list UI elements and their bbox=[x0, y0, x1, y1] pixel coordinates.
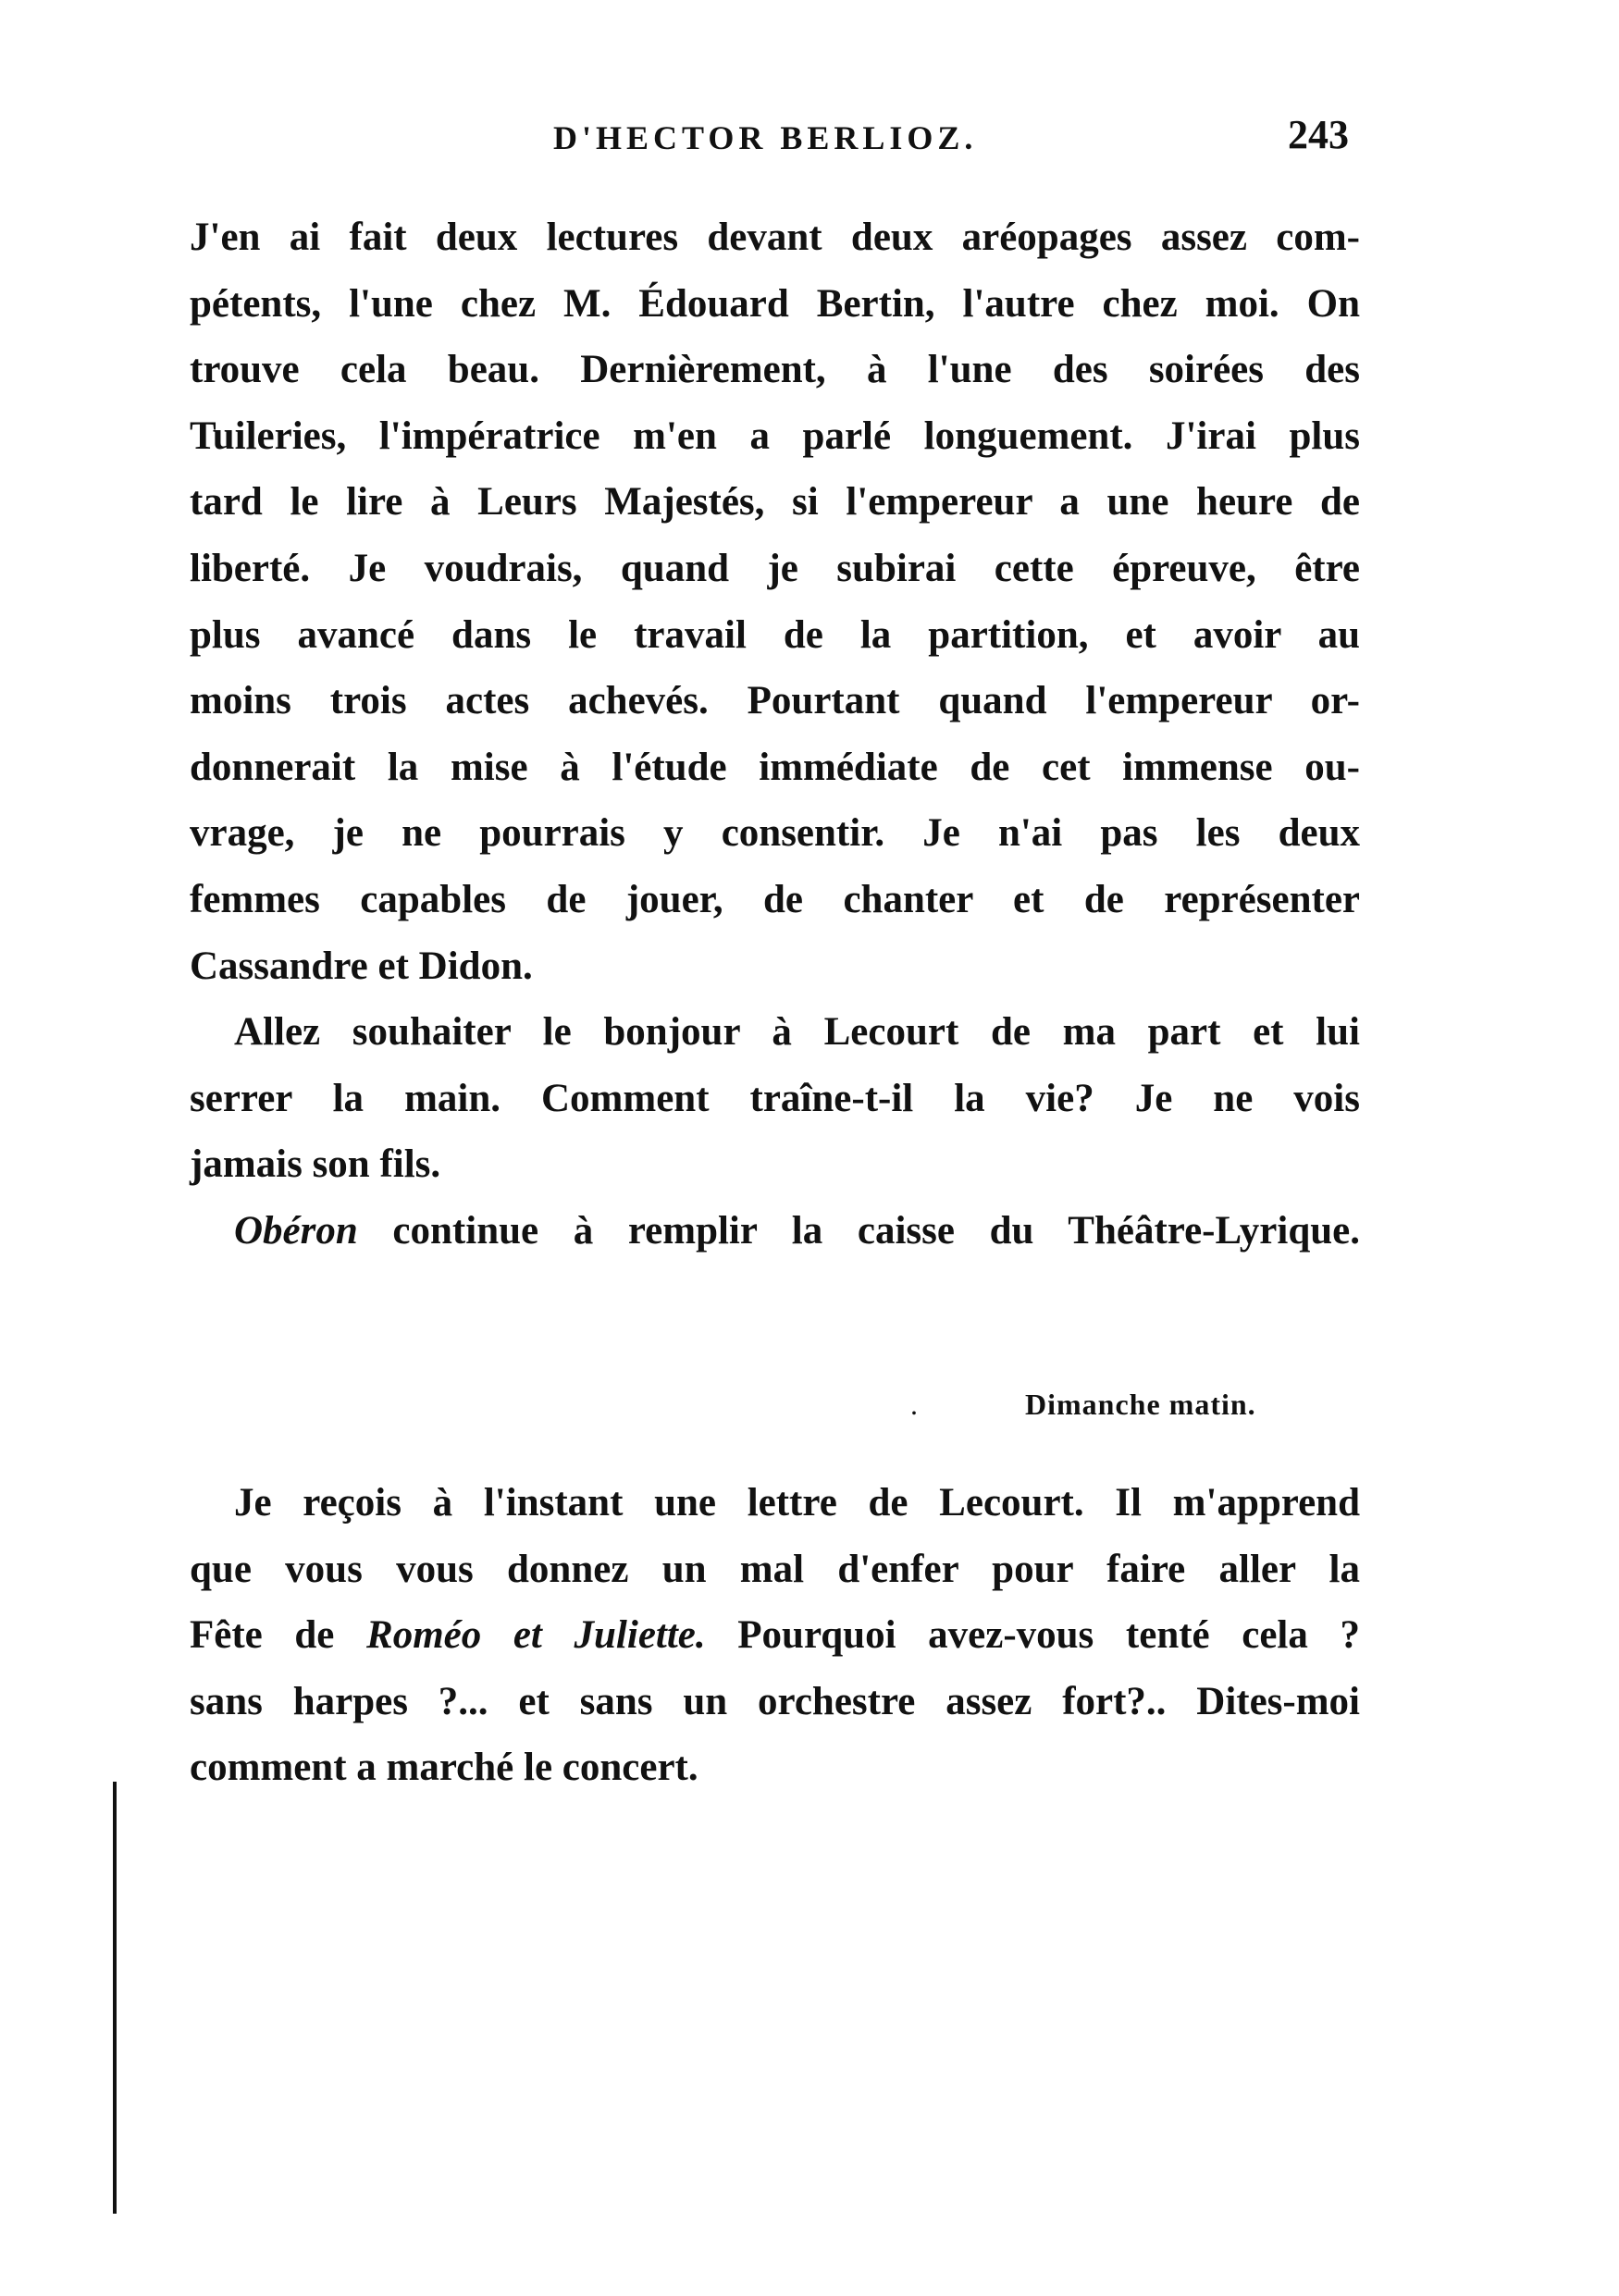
text-segment: comment a marché le concert. bbox=[190, 1746, 698, 1790]
text-line bbox=[190, 204, 1360, 271]
text-line bbox=[190, 1198, 1360, 1265]
text-block-letter bbox=[190, 204, 1360, 1265]
text-segment: pétents, l'une chez M. Édouard Bertin, l'autre chez moi. On bbox=[190, 281, 1360, 326]
text-segment: sans harpes ?... et sans un orchestre assez fort?.. Dites-moi bbox=[190, 1679, 1360, 1723]
text-segment: femmes capables de jouer, de chanter et de représenter bbox=[190, 877, 1360, 921]
text-line bbox=[190, 536, 1360, 602]
margin-rule bbox=[113, 1782, 117, 2214]
text-segment: Fête de bbox=[190, 1613, 367, 1658]
text-line bbox=[190, 1602, 1360, 1669]
text-line bbox=[190, 1734, 1360, 1801]
text-line bbox=[190, 999, 1360, 1066]
dateline: Dimanche matin. bbox=[1025, 1388, 1256, 1421]
text-segment: liberté. Je voudrais, quand je subirai cette épreuve, être bbox=[190, 546, 1360, 590]
text-segment: que vous vous donnez un mal d'enfer pour faire aller la bbox=[190, 1547, 1360, 1591]
text-segment: donnerait la mise à l'étude immédiate de cet immense ou- bbox=[190, 745, 1360, 789]
text-segment: jamais son fils. bbox=[190, 1142, 441, 1187]
text-line bbox=[190, 403, 1360, 470]
text-segment: J'en ai fait deux lectures devant deux aréopages assez com- bbox=[190, 216, 1360, 259]
text-segment: Cassandre et Didon. bbox=[190, 944, 533, 988]
text-segment: continue à remplir la caisse du Théâtre-Lyrique. bbox=[357, 1208, 1360, 1253]
italic-title: Roméo et Juliette. bbox=[366, 1613, 706, 1658]
text-line bbox=[190, 1066, 1360, 1132]
text-segment: plus avancé dans le travail de la partition, et avoir au bbox=[190, 612, 1360, 657]
italic-title: Obéron bbox=[234, 1208, 358, 1253]
text-line bbox=[190, 668, 1360, 734]
text-line bbox=[190, 1537, 1360, 1603]
running-header: D'HECTOR BERLIOZ. bbox=[553, 119, 978, 156]
stray-dot: . bbox=[910, 1388, 918, 1421]
text-segment: Pourquoi avez-vous tenté cela ? bbox=[705, 1613, 1361, 1658]
text-segment: Allez souhaiter le bonjour à Lecourt de ma part et lui bbox=[234, 1010, 1360, 1055]
text-segment: vrage, je ne pourrais y consentir. Je n'ai pas les deux bbox=[190, 811, 1360, 856]
text-line bbox=[190, 1470, 1360, 1537]
text-line bbox=[190, 933, 1360, 1000]
page-number: 243 bbox=[1288, 112, 1349, 157]
text-segment: Je reçois à l'instant une lettre de Lecourt. Il m'apprend bbox=[234, 1481, 1360, 1524]
text-line bbox=[190, 469, 1360, 536]
text-line bbox=[190, 1669, 1360, 1735]
text-segment: serrer la main. Comment traîne-t-il la vie? Je ne vois bbox=[190, 1076, 1360, 1120]
text-line bbox=[190, 602, 1360, 669]
text-block-postscript bbox=[190, 1470, 1360, 1801]
text-segment: trouve cela beau. Dernièrement, à l'une des soirées des bbox=[190, 348, 1360, 392]
text-line bbox=[190, 337, 1360, 403]
text-line bbox=[190, 867, 1360, 933]
text-line bbox=[190, 271, 1360, 338]
text-segment: tard le lire à Leurs Majestés, si l'empereur a une heure de bbox=[190, 480, 1360, 525]
text-line bbox=[190, 734, 1360, 801]
text-line bbox=[190, 1131, 1360, 1198]
text-line bbox=[190, 800, 1360, 867]
text-segment: Tuileries, l'impératrice m'en a parlé longuement. J'irai plus bbox=[190, 414, 1360, 458]
text-segment: moins trois actes achevés. Pourtant quand l'empereur or- bbox=[190, 679, 1360, 723]
